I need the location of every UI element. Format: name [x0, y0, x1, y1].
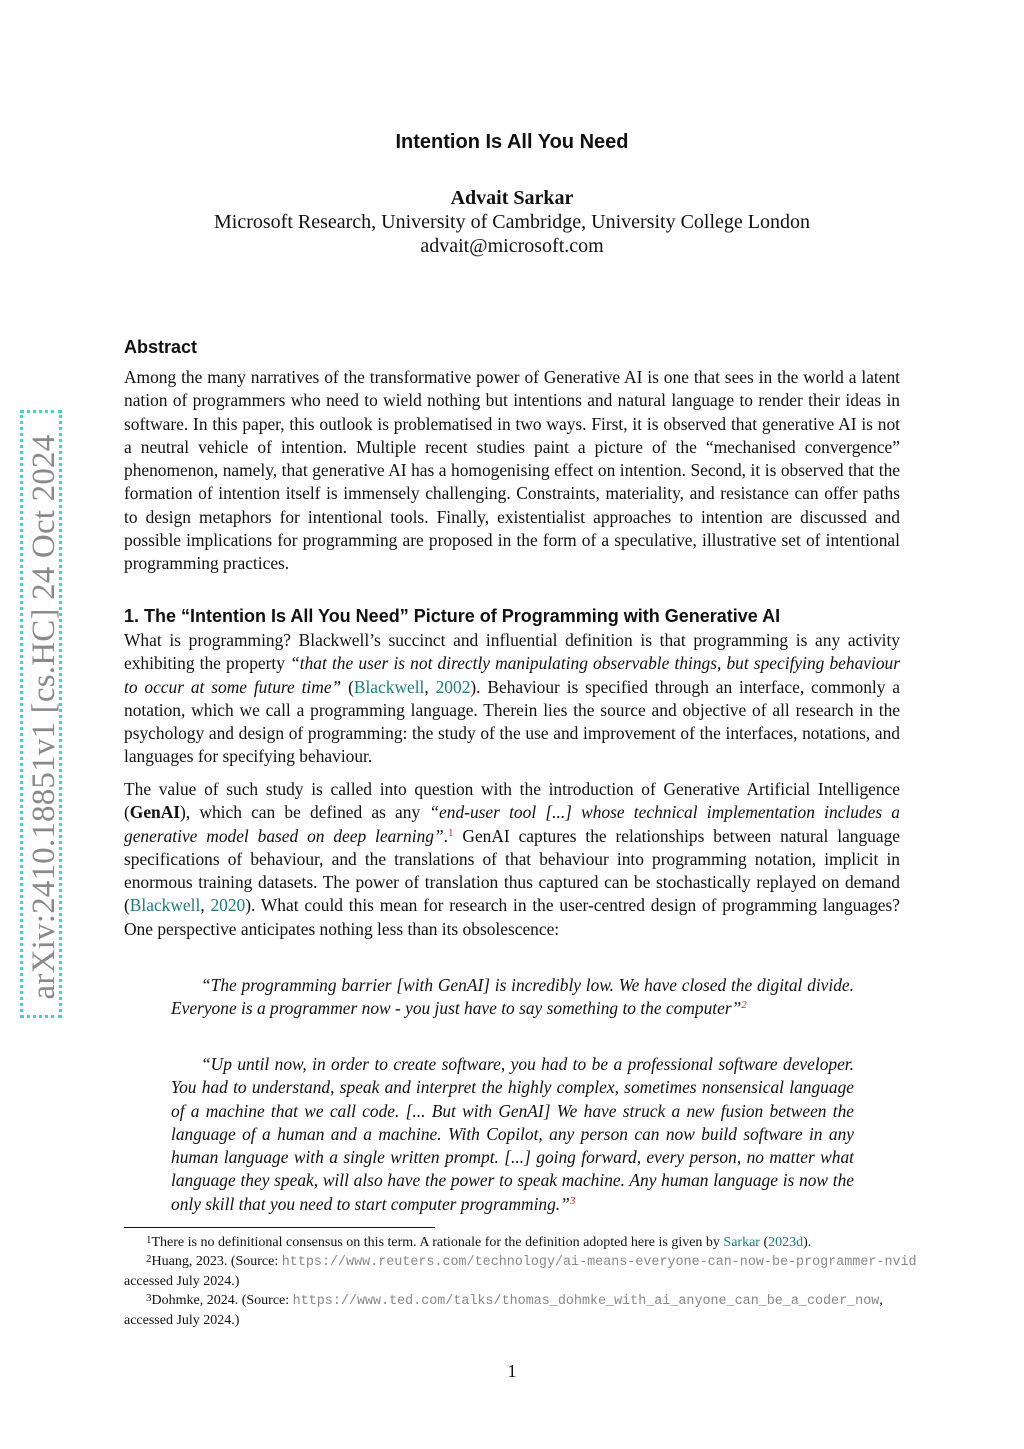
section-1-paragraph-2: The value of such study is called into question with the introduction of Generative Artificial Intelligence (GenAI), which can be defined as any “end-user tool [...] whose technical implementation includes a generative model based on deep learning”.$^1$ GenAI captures the relationships between natural language specifications of behaviour, and the translations of that behaviour into programming notation, implicit in enormous training datasets. The power of translation thus captured can be stochastically replayed on demand (Blackwell, 2020). What could this mean for research in the user-centred design of programming languages? One perspective anticipates nothing less than its obsolescence:	[124, 779, 900, 939]
footnote-ref-3[interactable]: 3	[569, 1194, 576, 1207]
footnote-3-url[interactable]: https://www.ted.com/talks/thomas_dohmke_with_ai_anyone_can_be_a_coder_now	[292, 1294, 880, 1309]
footnote-2-url[interactable]: https://www.reuters.com/technology/ai-means-everyone-can-now-be-programmer-nvid	[281, 1255, 917, 1270]
block-quote-1: “The programming barrier [with GenAI] is incredibly low. We have closed the digital divide. Everyone is a programmer now - you just have to say something to the computer”$^2$	[171, 975, 854, 1019]
author-name: Advait Sarkar	[450, 187, 574, 209]
paper-title: Intention Is All You Need	[395, 131, 629, 153]
abstract-text: Among the many narratives of the transformative power of Generative AI is one that sees in the world a latent nation of programmers who need to wield nothing but intentions and natural language to render their ideas in software. In this paper, this outlook is problematised in two ways. First, it is observed that generative AI is not a neutral vehicle of intention. Multiple recent studies paint a picture of the “mechanised convergence” phenomenon, namely, that generative AI has a homogenising effect on intention. Second, it is observed that the formation of intention itself is immensely challenging. Constraints, materiality, and resistance can offer paths to design metaphors for intentional tools. Finally, existentialist approaches to intention are discussed and possible implications for programming are proposed in the form of a speculative, illustrative set of intentional programming practices.	[124, 367, 900, 574]
footnote-2-tail: accessed July 2024.)	[124, 1274, 240, 1289]
citation-link-blackwell[interactable]: Blackwell	[353, 676, 425, 697]
author-block	[0, 186, 1024, 258]
author-email[interactable]: advait@microsoft.com	[420, 235, 604, 257]
genai-term: GenAI	[129, 802, 181, 823]
footnote-ref-1[interactable]: 1	[448, 826, 454, 839]
footnote-ref-2[interactable]: 2	[741, 999, 747, 1012]
abstract-heading: Abstract	[124, 337, 198, 357]
footnote-2: $^2$Huang, 2023. (Source: https://www.reuters.com/technology/ai-means-everyone-can-now-be-programmer-nvid	[146, 1253, 917, 1270]
footnote-3: $^3$Dohmke, 2024. (Source: https://www.ted.com/talks/thomas_dohmke_with_ai_anyone_can_be_a_coder_now,	[146, 1292, 883, 1309]
arxiv-identifier-text: arXiv:2410.18851v1 [cs.HC] 24 Oct 2024	[26, 434, 62, 1000]
footnote-divider	[124, 1227, 435, 1228]
author-affiliation: Microsoft Research, University of Cambridge, University College London	[214, 211, 810, 233]
citation-link-2002[interactable]: 2002	[435, 676, 471, 697]
footnote-3-tail: accessed July 2024.)	[124, 1313, 240, 1328]
block-quote-2: “Up until now, in order to create software, you had to be a professional software developer. You had to understand, speak and interpret the highly complex, sometimes nonsensical language of a machine that we call code. [... But with GenAI] We have struck a new fusion between the language of a human and a machine. With Copilot, any person can now build software in any human language with a single written prompt. [...] going forward, every person, no matter what language they speak, will also have the power to speak machine. Any human language is now the only skill that you need to start computer programming.”$^3$	[171, 1054, 854, 1214]
genai-definition-quote: “end-user tool [...] whose technical implementation includes a generative model based on deep learning”	[124, 802, 900, 846]
citation-link-2020[interactable]: 2020	[210, 895, 246, 916]
citation-link-sarkar[interactable]: Sarkar	[723, 1235, 760, 1250]
section-1-heading: 1. The “Intention Is All You Need” Picture of Programming with Generative AI	[124, 606, 781, 626]
arxiv-identifier-stamp[interactable]	[20, 410, 62, 1018]
footnote-1: $^1$There is no definitional consensus on this term. A rationale for the definition adopted here is given by Sarkar (2023d).	[146, 1234, 812, 1250]
blackwell-definition-quote: “that the user is not directly manipulating observable things, but specifying behaviour to occur at some future time”	[124, 653, 901, 697]
citation-link-2023d[interactable]: 2023d	[768, 1235, 804, 1250]
footnotes	[124, 1233, 1024, 1330]
section-1-paragraph-1: What is programming? Blackwell’s succinct and influential definition is that programming is any activity exhibiting the property “that the user is not directly manipulating observable things, but specifying behaviour to occur at some future time” (Blackwell, 2002). Behaviour is specified through an interface, commonly a notation, which we call a programming language. Therein lies the source and objective of all research in the psychology and design of programming: the study of the use and improvement of the interfaces, notations, and languages for specifying behaviour.	[124, 630, 901, 767]
citation-link-blackwell[interactable]: Blackwell	[129, 895, 201, 916]
page-number: 1	[507, 1361, 517, 1381]
